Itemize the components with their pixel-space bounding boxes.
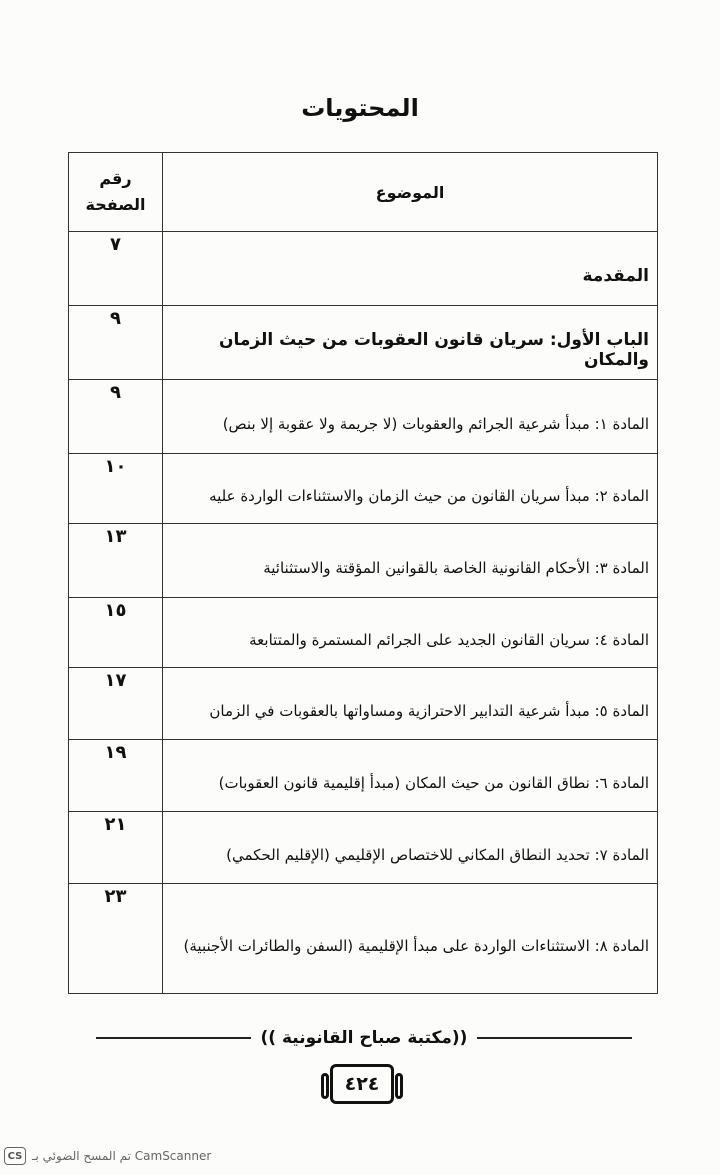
table-row <box>69 454 658 524</box>
scanner-label: تم المسح الضوئي بـ CamScanner <box>32 1149 212 1163</box>
table-row <box>69 524 658 598</box>
table-header-row <box>69 153 658 232</box>
row-page-number: ١٣ <box>69 524 163 598</box>
row-page-number: ٢٣ <box>69 884 163 994</box>
row-page-number: ١٩ <box>69 740 163 812</box>
header-page-line2: الصفحة <box>85 195 146 214</box>
footer-text: ((مكتبة صباح القانونية )) <box>260 1028 468 1048</box>
row-topic: المادة ٢: مبدأ سريان القانون من حيث الزمان والاستثناءات الواردة عليه <box>163 454 658 524</box>
table-row <box>69 598 658 668</box>
row-topic: المادة ٤: سريان القانون الجديد على الجرائم المستمرة والمتتابعة <box>163 598 658 668</box>
page-number: ٤٢٤ <box>330 1064 394 1104</box>
row-topic: المادة ٥: مبدأ شرعية التدابير الاحترازية ومساواتها بالعقوبات في الزمان <box>163 668 658 740</box>
row-page-number: ١٧ <box>69 668 163 740</box>
table-body <box>69 232 658 994</box>
scanner-watermark <box>4 1147 211 1165</box>
row-topic: المادة ٦: نطاق القانون من حيث المكان (مبدأ إقليمية قانون العقوبات) <box>163 740 658 812</box>
table-row <box>69 232 658 306</box>
page-title: المحتويات <box>301 94 419 122</box>
row-topic: المقدمة <box>163 232 658 306</box>
row-page-number: ١٥ <box>69 598 163 668</box>
row-topic: المادة ٨: الاستثناءات الواردة على مبدأ الإقليمية (السفن والطائرات الأجنبية) <box>163 884 658 994</box>
row-topic: المادة ١: مبدأ شرعية الجرائم والعقوبات (لا جريمة ولا عقوبة إلا بنص) <box>163 380 658 454</box>
header-page-number <box>69 153 163 232</box>
row-page-number: ٩ <box>69 306 163 380</box>
row-topic: الباب الأول: سريان قانون العقوبات من حيث الزمان والمكان <box>163 306 658 380</box>
table-row <box>69 306 658 380</box>
camscanner-icon: CS <box>4 1147 26 1165</box>
row-topic: المادة ٣: الأحكام القانونية الخاصة بالقوانين المؤقتة والاستثنائية <box>163 524 658 598</box>
footer-rule-right <box>477 1037 632 1039</box>
contents-table <box>68 152 658 994</box>
row-page-number: ٧ <box>69 232 163 306</box>
header-page-line1: رقم <box>99 169 132 188</box>
footer-rule-left <box>96 1037 251 1039</box>
table-row <box>69 380 658 454</box>
row-page-number: ٢١ <box>69 812 163 884</box>
row-page-number: ٩ <box>69 380 163 454</box>
footer <box>96 1028 632 1048</box>
table-row <box>69 668 658 740</box>
table-row <box>69 812 658 884</box>
row-topic: المادة ٧: تحديد النطاق المكاني للاختصاص الإقليمي (الإقليم الحكمي) <box>163 812 658 884</box>
table-row <box>69 884 658 994</box>
table-row <box>69 740 658 812</box>
row-page-number: ١٠ <box>69 454 163 524</box>
header-topic: الموضوع <box>163 153 658 232</box>
